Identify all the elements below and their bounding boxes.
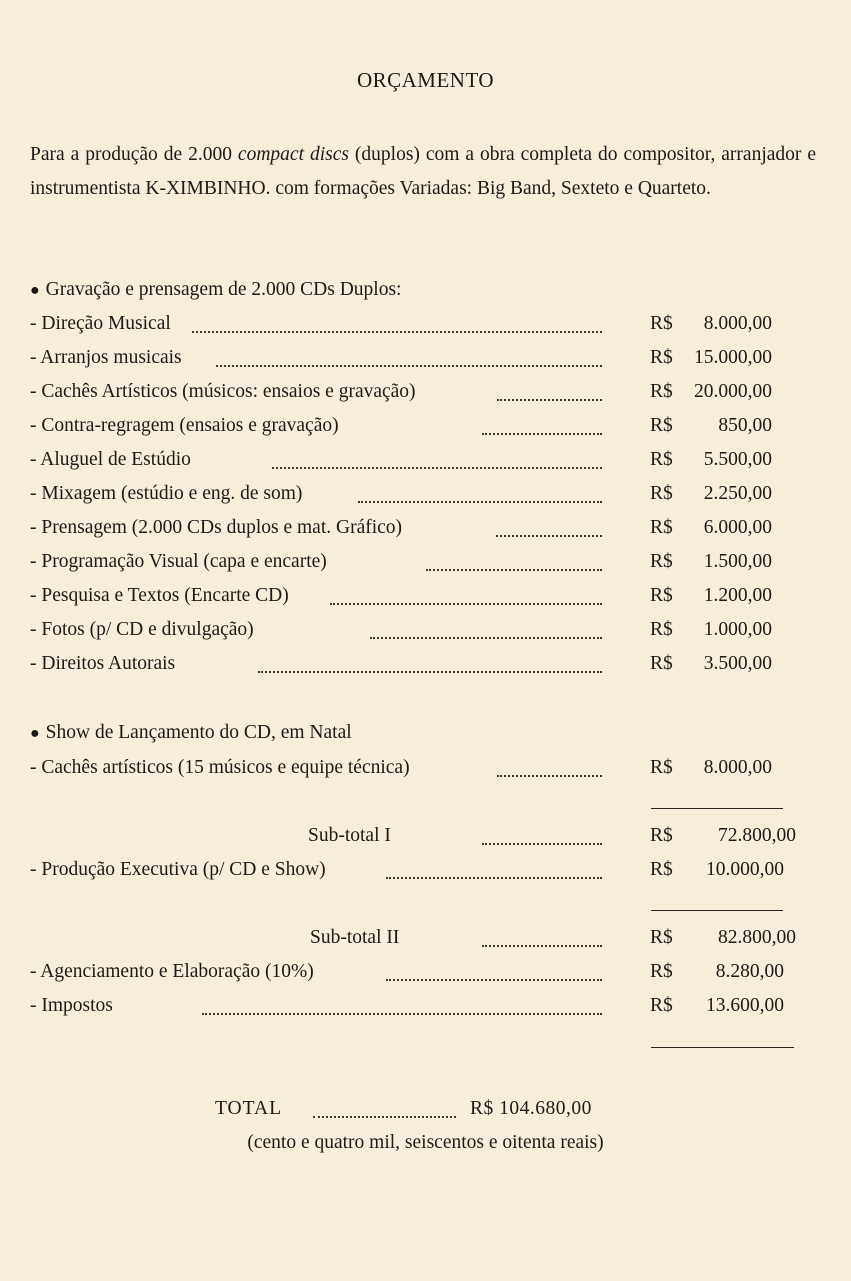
- bullet-icon: ●: [30, 725, 40, 742]
- dot-leader: [386, 859, 602, 879]
- row-amount: 1.500,00: [703, 551, 772, 572]
- row-amount: 13.600,00: [706, 995, 784, 1016]
- subtotal-label: Sub-total II: [310, 927, 400, 948]
- row-amount: 8.000,00: [703, 757, 772, 778]
- dot-leader: [202, 995, 602, 1015]
- intro-italic: compact discs: [237, 144, 349, 165]
- budget-row: [30, 415, 782, 441]
- row-amount: 20.000,00: [694, 381, 772, 402]
- dot-leader: [497, 757, 602, 777]
- row-currency: R$: [650, 313, 673, 334]
- budget-row: [30, 517, 782, 543]
- budget-row: [30, 961, 782, 987]
- dot-leader: [313, 1098, 456, 1118]
- dot-leader: [497, 381, 602, 401]
- row-currency: R$: [650, 551, 673, 572]
- dot-leader: [482, 825, 602, 845]
- sum-rule: [651, 1047, 794, 1048]
- row-amount: 850,00: [718, 415, 772, 436]
- budget-row: [30, 585, 782, 611]
- budget-row: [30, 381, 782, 407]
- dot-leader: [426, 551, 602, 571]
- row-label: - Produção Executiva (p/ CD e Show): [30, 859, 326, 880]
- row-currency: R$: [650, 415, 673, 436]
- budget-row: [30, 483, 782, 509]
- subtotal-label: Sub-total I: [308, 825, 391, 846]
- row-currency: R$: [650, 825, 673, 846]
- dot-leader: [192, 313, 602, 333]
- row-currency: R$: [650, 449, 673, 470]
- section-heading-text: Show de Lançamento do CD, em Natal: [45, 722, 352, 743]
- sum-rule: [651, 808, 783, 809]
- row-currency: R$: [650, 483, 673, 504]
- row-currency: R$: [650, 757, 673, 778]
- sum-rule: [651, 910, 783, 911]
- row-label: - Cachês artísticos (15 músicos e equipe técnica): [30, 757, 410, 778]
- row-amount: 10.000,00: [706, 859, 784, 880]
- row-currency: R$: [650, 347, 673, 368]
- row-amount: 3.500,00: [703, 653, 772, 674]
- subtotal-amount: 72.800,00: [718, 825, 796, 846]
- row-currency: R$: [650, 381, 673, 402]
- row-label: - Mixagem (estúdio e eng. de som): [30, 483, 303, 504]
- row-label: - Impostos: [30, 995, 113, 1016]
- dot-leader: [496, 517, 602, 537]
- row-label: - Arranjos musicais: [30, 347, 182, 368]
- section-heading-recording: [30, 279, 401, 301]
- row-label: - Contra-regragem (ensaios e gravação): [30, 415, 339, 436]
- budget-row: [30, 313, 782, 339]
- budget-row: [30, 859, 782, 885]
- subtotal-1-row: [30, 825, 796, 851]
- dot-leader: [216, 347, 602, 367]
- budget-row: [30, 347, 782, 373]
- row-label: - Fotos (p/ CD e divulgação): [30, 619, 254, 640]
- row-currency: R$: [650, 619, 673, 640]
- row-currency: R$: [650, 653, 673, 674]
- row-label: - Cachês Artísticos (músicos: ensaios e gravação): [30, 381, 416, 402]
- budget-row: [30, 449, 782, 475]
- total-amount: R$ 104.680,00: [470, 1098, 592, 1119]
- dot-leader: [330, 585, 602, 605]
- row-currency: R$: [650, 585, 673, 606]
- row-amount: 5.500,00: [703, 449, 772, 470]
- dot-leader: [370, 619, 602, 639]
- total-row: [0, 1098, 851, 1126]
- row-label: - Direitos Autorais: [30, 653, 176, 674]
- intro-text-1: Para a produção de 2.000: [30, 144, 238, 165]
- budget-row: [30, 653, 782, 679]
- dot-leader: [386, 961, 602, 981]
- bullet-icon: ●: [30, 282, 40, 299]
- row-currency: R$: [650, 961, 673, 982]
- row-label: - Direção Musical: [30, 313, 171, 334]
- dot-leader: [258, 653, 602, 673]
- budget-row: [30, 995, 782, 1021]
- intro-paragraph: [30, 138, 816, 206]
- document-title: ORÇAMENTO: [356, 68, 495, 92]
- row-currency: R$: [650, 995, 673, 1016]
- budget-row: [30, 619, 782, 645]
- row-currency: R$: [650, 517, 673, 538]
- total-in-words: (cento e quatro mil, seiscentos e oitenta reais): [247, 1132, 604, 1153]
- row-amount: 6.000,00: [703, 517, 772, 538]
- dot-leader: [482, 927, 602, 947]
- section-heading-text: Gravação e prensagem de 2.000 CDs Duplos:: [45, 279, 402, 300]
- row-label: - Aluguel de Estúdio: [30, 449, 191, 470]
- row-currency: R$: [650, 859, 673, 880]
- subtotal-2-row: [30, 927, 796, 953]
- dot-leader: [358, 483, 602, 503]
- row-amount: 8.000,00: [703, 313, 772, 334]
- row-amount: 15.000,00: [694, 347, 772, 368]
- budget-row: [30, 551, 782, 577]
- row-amount: 8.280,00: [715, 961, 784, 982]
- total-label: TOTAL: [215, 1098, 282, 1119]
- row-currency: R$: [650, 927, 673, 948]
- subtotal-amount: 82.800,00: [718, 927, 796, 948]
- intro-text-2: (duplos) com a obra completa do compositor, arranjador e instrumentista K-XIMBINHO. com formações Variadas: Big Band, Sexteto e Quarteto.: [30, 144, 817, 199]
- dot-leader: [272, 449, 602, 469]
- row-label: - Prensagem (2.000 CDs duplos e mat. Gráfico): [30, 517, 403, 538]
- row-label: - Pesquisa e Textos (Encarte CD): [30, 585, 289, 606]
- row-amount: 1.000,00: [703, 619, 772, 640]
- row-amount: 2.250,00: [703, 483, 772, 504]
- section-heading-show: [30, 722, 352, 744]
- row-label: - Agenciamento e Elaboração (10%): [30, 961, 314, 982]
- budget-row: [30, 757, 782, 783]
- row-label: - Programação Visual (capa e encarte): [30, 551, 327, 572]
- row-amount: 1.200,00: [703, 585, 772, 606]
- dot-leader: [482, 415, 602, 435]
